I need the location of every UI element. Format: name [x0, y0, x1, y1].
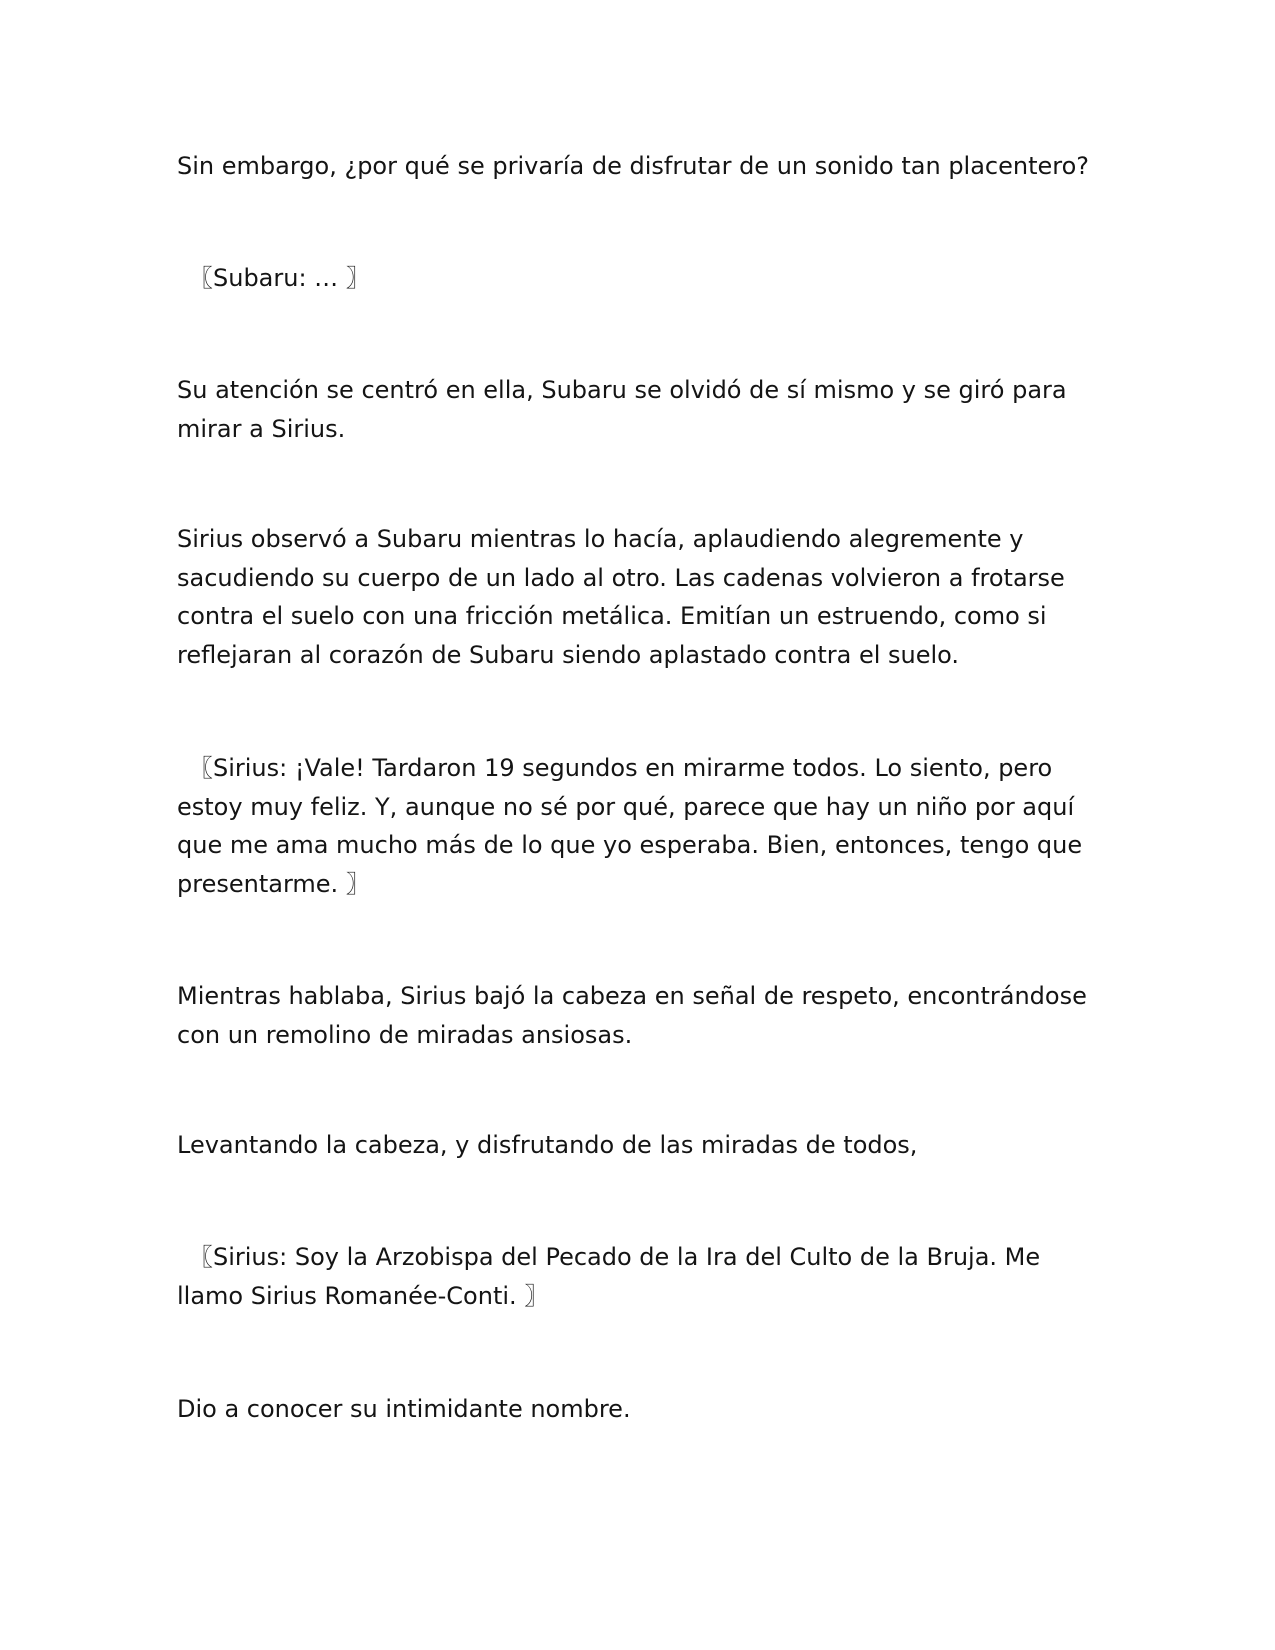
paragraph-narration-5: Levantando la cabeza, y disfrutando de las miradas de todos,: [177, 1131, 918, 1159]
paragraph-narration-2: Su atención se centró en ella, Subaru se olvidó de sí mismo y se giró para mirar a Sirius.: [177, 376, 1075, 443]
paragraph-dialogue-sirius-1: 〖Sirius: ¡Vale! Tardaron 19 segundos en mirarme todos. Lo siento, pero estoy muy feliz. Y, aunque no sé por qué, parece que hay un niño por aquí que me ama mucho más de lo que yo esperaba. Bien, entonces, tengo que presentarme. 〗: [177, 754, 1090, 898]
paragraph-narration-1: Sin embargo, ¿por qué se privaría de disfrutar de un sonido tan placentero?: [177, 152, 1090, 180]
paragraph-dialogue-sirius-2: 〖Sirius: Soy la Arzobispa del Pecado de la Ira del Culto de la Bruja. Me llamo Sirius Romanée-Conti. 〗: [177, 1243, 1048, 1310]
paragraph-dialogue-subaru: 〖Subaru: … 〗: [177, 264, 370, 292]
paragraph-narration-4: Mientras hablaba, Sirius bajó la cabeza en señal de respeto, encontrándose con un remolino de miradas ansiosas.: [177, 982, 1095, 1049]
paragraph-narration-3: Sirius observó a Subaru mientras lo hacía, aplaudiendo alegremente y sacudiendo su cuerpo de un lado al otro. Las cadenas volvieron a frotarse contra el suelo con una fricción metálica. Emitían un estruendo, como si reflejaran al corazón de Subaru siendo aplastado contra el suelo.: [177, 525, 1073, 669]
paragraph-narration-6: Dio a conocer su intimidante nombre.: [177, 1395, 631, 1423]
